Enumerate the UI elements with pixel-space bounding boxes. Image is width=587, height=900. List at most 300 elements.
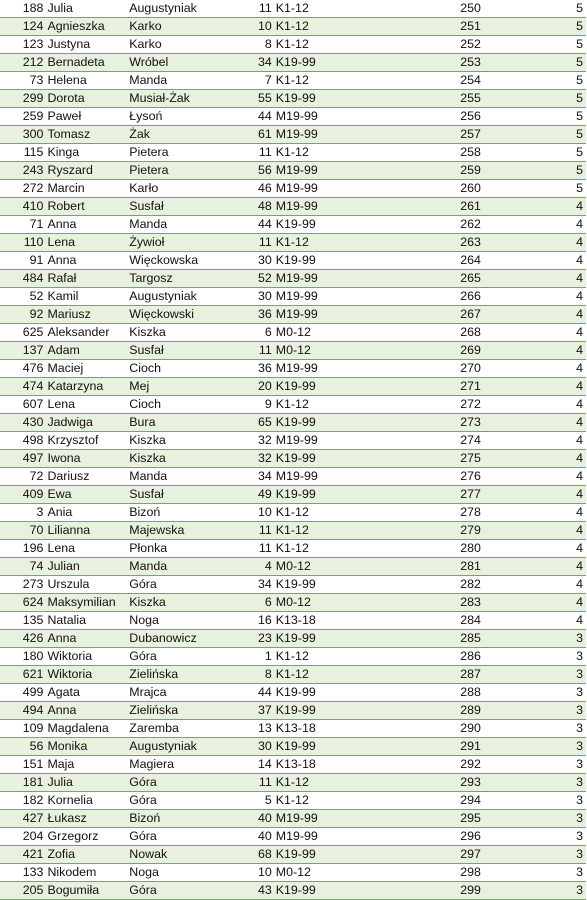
place-cell: 291 bbox=[457, 738, 483, 756]
last-name-cell: Karko bbox=[127, 18, 218, 36]
table-row bbox=[0, 36, 586, 54]
category-cell: K1-12 bbox=[274, 0, 457, 18]
points-cell: 3 bbox=[483, 630, 586, 648]
age-cell: 1 bbox=[218, 648, 274, 666]
points-cell: 3 bbox=[483, 720, 586, 738]
place-cell: 285 bbox=[457, 630, 483, 648]
place-cell: 251 bbox=[457, 18, 483, 36]
age-cell: 7 bbox=[218, 72, 274, 90]
last-name-cell: Góra bbox=[127, 828, 218, 846]
first-name-cell: Agnieszka bbox=[45, 18, 127, 36]
table-row bbox=[0, 288, 586, 306]
points-cell: 4 bbox=[483, 216, 586, 234]
last-name-cell: Kiszka bbox=[127, 450, 218, 468]
points-cell: 3 bbox=[483, 774, 586, 792]
age-cell: 37 bbox=[218, 702, 274, 720]
first-name-cell: Nikodem bbox=[45, 864, 127, 882]
first-name-cell: Katarzyna bbox=[45, 378, 127, 396]
category-cell: M19-99 bbox=[274, 360, 457, 378]
place-cell: 259 bbox=[457, 162, 483, 180]
category-cell: M0-12 bbox=[274, 324, 457, 342]
category-cell: K19-99 bbox=[274, 54, 457, 72]
table-row bbox=[0, 522, 586, 540]
last-name-cell: Musiał-Żak bbox=[127, 90, 218, 108]
category-cell: K1-12 bbox=[274, 666, 457, 684]
table-row bbox=[0, 810, 586, 828]
points-cell: 3 bbox=[483, 828, 586, 846]
table-row bbox=[0, 378, 586, 396]
age-cell: 8 bbox=[218, 666, 274, 684]
last-name-cell: Majewska bbox=[127, 522, 218, 540]
first-name-cell: Lena bbox=[45, 396, 127, 414]
first-name-cell: Zofia bbox=[45, 846, 127, 864]
category-cell: M19-99 bbox=[274, 198, 457, 216]
category-cell: K1-12 bbox=[274, 792, 457, 810]
category-cell: K1-12 bbox=[274, 72, 457, 90]
table-row bbox=[0, 90, 586, 108]
category-cell: K19-99 bbox=[274, 216, 457, 234]
table-row bbox=[0, 450, 586, 468]
first-name-cell: Adam bbox=[45, 342, 127, 360]
place-cell: 254 bbox=[457, 72, 483, 90]
category-cell: M19-99 bbox=[274, 270, 457, 288]
table-row bbox=[0, 396, 586, 414]
table-row bbox=[0, 18, 586, 36]
place-cell: 276 bbox=[457, 468, 483, 486]
last-name-cell: Kiszka bbox=[127, 324, 218, 342]
points-cell: 3 bbox=[483, 738, 586, 756]
category-cell: M0-12 bbox=[274, 342, 457, 360]
age-cell: 34 bbox=[218, 468, 274, 486]
participant-id-cell: 205 bbox=[0, 882, 45, 900]
place-cell: 284 bbox=[457, 612, 483, 630]
place-cell: 275 bbox=[457, 450, 483, 468]
first-name-cell: Bernadeta bbox=[45, 54, 127, 72]
age-cell: 56 bbox=[218, 162, 274, 180]
participant-id-cell: 196 bbox=[0, 540, 45, 558]
table-row bbox=[0, 234, 586, 252]
first-name-cell: Lilianna bbox=[45, 522, 127, 540]
category-cell: K19-99 bbox=[274, 576, 457, 594]
last-name-cell: Dubanowicz bbox=[127, 630, 218, 648]
participant-id-cell: 52 bbox=[0, 288, 45, 306]
table-row bbox=[0, 0, 586, 18]
category-cell: M19-99 bbox=[274, 126, 457, 144]
last-name-cell: Noga bbox=[127, 612, 218, 630]
category-cell: K1-12 bbox=[274, 36, 457, 54]
points-cell: 4 bbox=[483, 450, 586, 468]
place-cell: 258 bbox=[457, 144, 483, 162]
table-row bbox=[0, 558, 586, 576]
place-cell: 286 bbox=[457, 648, 483, 666]
age-cell: 11 bbox=[218, 0, 274, 18]
age-cell: 34 bbox=[218, 576, 274, 594]
age-cell: 36 bbox=[218, 360, 274, 378]
table-row bbox=[0, 576, 586, 594]
place-cell: 293 bbox=[457, 774, 483, 792]
points-cell: 5 bbox=[483, 36, 586, 54]
points-cell: 4 bbox=[483, 522, 586, 540]
first-name-cell: Robert bbox=[45, 198, 127, 216]
participant-id-cell: 474 bbox=[0, 378, 45, 396]
first-name-cell: Kinga bbox=[45, 144, 127, 162]
age-cell: 34 bbox=[218, 54, 274, 72]
age-cell: 16 bbox=[218, 612, 274, 630]
points-cell: 5 bbox=[483, 18, 586, 36]
place-cell: 288 bbox=[457, 684, 483, 702]
points-cell: 4 bbox=[483, 360, 586, 378]
age-cell: 23 bbox=[218, 630, 274, 648]
points-cell: 4 bbox=[483, 414, 586, 432]
first-name-cell: Rafał bbox=[45, 270, 127, 288]
first-name-cell: Grzegorz bbox=[45, 828, 127, 846]
place-cell: 262 bbox=[457, 216, 483, 234]
first-name-cell: Jadwiga bbox=[45, 414, 127, 432]
place-cell: 298 bbox=[457, 864, 483, 882]
participant-id-cell: 625 bbox=[0, 324, 45, 342]
participant-id-cell: 409 bbox=[0, 486, 45, 504]
last-name-cell: Góra bbox=[127, 774, 218, 792]
place-cell: 274 bbox=[457, 432, 483, 450]
place-cell: 271 bbox=[457, 378, 483, 396]
table-row bbox=[0, 414, 586, 432]
points-cell: 5 bbox=[483, 144, 586, 162]
place-cell: 294 bbox=[457, 792, 483, 810]
category-cell: K1-12 bbox=[274, 234, 457, 252]
table-row bbox=[0, 72, 586, 90]
age-cell: 61 bbox=[218, 126, 274, 144]
first-name-cell: Wiktoria bbox=[45, 666, 127, 684]
table-row bbox=[0, 504, 586, 522]
table-row bbox=[0, 270, 586, 288]
points-cell: 4 bbox=[483, 378, 586, 396]
table-row bbox=[0, 486, 586, 504]
place-cell: 289 bbox=[457, 702, 483, 720]
age-cell: 13 bbox=[218, 720, 274, 738]
table-row bbox=[0, 594, 586, 612]
points-cell: 5 bbox=[483, 126, 586, 144]
points-cell: 4 bbox=[483, 504, 586, 522]
category-cell: K1-12 bbox=[274, 396, 457, 414]
participant-id-cell: 484 bbox=[0, 270, 45, 288]
participant-id-cell: 204 bbox=[0, 828, 45, 846]
participant-id-cell: 123 bbox=[0, 36, 45, 54]
table-row bbox=[0, 720, 586, 738]
place-cell: 256 bbox=[457, 108, 483, 126]
participant-id-cell: 421 bbox=[0, 846, 45, 864]
age-cell: 11 bbox=[218, 522, 274, 540]
category-cell: K19-99 bbox=[274, 846, 457, 864]
last-name-cell: Manda bbox=[127, 558, 218, 576]
first-name-cell: Kamil bbox=[45, 288, 127, 306]
category-cell: M0-12 bbox=[274, 864, 457, 882]
first-name-cell: Urszula bbox=[45, 576, 127, 594]
place-cell: 267 bbox=[457, 306, 483, 324]
last-name-cell: Płonka bbox=[127, 540, 218, 558]
category-cell: M19-99 bbox=[274, 468, 457, 486]
first-name-cell: Anna bbox=[45, 216, 127, 234]
place-cell: 292 bbox=[457, 756, 483, 774]
participant-id-cell: 181 bbox=[0, 774, 45, 792]
participant-id-cell: 499 bbox=[0, 684, 45, 702]
age-cell: 44 bbox=[218, 108, 274, 126]
participant-id-cell: 91 bbox=[0, 252, 45, 270]
first-name-cell: Julia bbox=[45, 774, 127, 792]
first-name-cell: Magdalena bbox=[45, 720, 127, 738]
participant-id-cell: 243 bbox=[0, 162, 45, 180]
table-row bbox=[0, 144, 586, 162]
age-cell: 30 bbox=[218, 738, 274, 756]
place-cell: 266 bbox=[457, 288, 483, 306]
points-cell: 4 bbox=[483, 594, 586, 612]
category-cell: M0-12 bbox=[274, 594, 457, 612]
participant-id-cell: 300 bbox=[0, 126, 45, 144]
points-cell: 5 bbox=[483, 108, 586, 126]
participant-id-cell: 115 bbox=[0, 144, 45, 162]
first-name-cell: Iwona bbox=[45, 450, 127, 468]
category-cell: K19-99 bbox=[274, 684, 457, 702]
first-name-cell: Lena bbox=[45, 540, 127, 558]
last-name-cell: Pietera bbox=[127, 162, 218, 180]
last-name-cell: Bura bbox=[127, 414, 218, 432]
last-name-cell: Góra bbox=[127, 576, 218, 594]
points-cell: 4 bbox=[483, 342, 586, 360]
first-name-cell: Ania bbox=[45, 504, 127, 522]
age-cell: 10 bbox=[218, 18, 274, 36]
age-cell: 4 bbox=[218, 558, 274, 576]
age-cell: 10 bbox=[218, 504, 274, 522]
participant-id-cell: 70 bbox=[0, 522, 45, 540]
participant-id-cell: 73 bbox=[0, 72, 45, 90]
points-cell: 4 bbox=[483, 252, 586, 270]
first-name-cell: Maja bbox=[45, 756, 127, 774]
participant-id-cell: 299 bbox=[0, 90, 45, 108]
age-cell: 11 bbox=[218, 342, 274, 360]
participant-id-cell: 92 bbox=[0, 306, 45, 324]
participant-id-cell: 188 bbox=[0, 0, 45, 18]
participant-id-cell: 410 bbox=[0, 198, 45, 216]
participant-id-cell: 430 bbox=[0, 414, 45, 432]
participant-id-cell: 124 bbox=[0, 18, 45, 36]
place-cell: 255 bbox=[457, 90, 483, 108]
first-name-cell: Helena bbox=[45, 72, 127, 90]
last-name-cell: Żak bbox=[127, 126, 218, 144]
category-cell: K19-99 bbox=[274, 486, 457, 504]
last-name-cell: Targosz bbox=[127, 270, 218, 288]
age-cell: 49 bbox=[218, 486, 274, 504]
age-cell: 6 bbox=[218, 324, 274, 342]
points-cell: 3 bbox=[483, 846, 586, 864]
category-cell: K1-12 bbox=[274, 504, 457, 522]
age-cell: 20 bbox=[218, 378, 274, 396]
last-name-cell: Susfał bbox=[127, 198, 218, 216]
place-cell: 277 bbox=[457, 486, 483, 504]
table-row bbox=[0, 54, 586, 72]
age-cell: 32 bbox=[218, 450, 274, 468]
first-name-cell: Dorota bbox=[45, 90, 127, 108]
points-cell: 4 bbox=[483, 270, 586, 288]
points-cell: 4 bbox=[483, 198, 586, 216]
last-name-cell: Nowak bbox=[127, 846, 218, 864]
category-cell: K19-99 bbox=[274, 630, 457, 648]
points-cell: 5 bbox=[483, 72, 586, 90]
category-cell: M19-99 bbox=[274, 162, 457, 180]
first-name-cell: Marcin bbox=[45, 180, 127, 198]
last-name-cell: Góra bbox=[127, 792, 218, 810]
age-cell: 46 bbox=[218, 180, 274, 198]
first-name-cell: Tomasz bbox=[45, 126, 127, 144]
category-cell: K19-99 bbox=[274, 738, 457, 756]
points-cell: 4 bbox=[483, 432, 586, 450]
first-name-cell: Wiktoria bbox=[45, 648, 127, 666]
first-name-cell: Monika bbox=[45, 738, 127, 756]
points-cell: 3 bbox=[483, 666, 586, 684]
first-name-cell: Ewa bbox=[45, 486, 127, 504]
points-cell: 4 bbox=[483, 486, 586, 504]
table-row bbox=[0, 252, 586, 270]
participant-id-cell: 273 bbox=[0, 576, 45, 594]
table-row bbox=[0, 360, 586, 378]
first-name-cell: Anna bbox=[45, 252, 127, 270]
category-cell: M19-99 bbox=[274, 432, 457, 450]
category-cell: M19-99 bbox=[274, 288, 457, 306]
first-name-cell: Agata bbox=[45, 684, 127, 702]
category-cell: M19-99 bbox=[274, 180, 457, 198]
table-row bbox=[0, 864, 586, 882]
place-cell: 296 bbox=[457, 828, 483, 846]
participant-id-cell: 135 bbox=[0, 612, 45, 630]
place-cell: 287 bbox=[457, 666, 483, 684]
last-name-cell: Karło bbox=[127, 180, 218, 198]
last-name-cell: Susfał bbox=[127, 486, 218, 504]
place-cell: 283 bbox=[457, 594, 483, 612]
points-cell: 4 bbox=[483, 612, 586, 630]
table-row bbox=[0, 612, 586, 630]
participant-id-cell: 151 bbox=[0, 756, 45, 774]
table-row bbox=[0, 828, 586, 846]
category-cell: M0-12 bbox=[274, 558, 457, 576]
age-cell: 30 bbox=[218, 252, 274, 270]
last-name-cell: Więckowska bbox=[127, 252, 218, 270]
category-cell: M19-99 bbox=[274, 108, 457, 126]
place-cell: 263 bbox=[457, 234, 483, 252]
points-cell: 3 bbox=[483, 864, 586, 882]
table-row bbox=[0, 216, 586, 234]
points-cell: 3 bbox=[483, 648, 586, 666]
last-name-cell: Mrajca bbox=[127, 684, 218, 702]
first-name-cell: Natalia bbox=[45, 612, 127, 630]
place-cell: 257 bbox=[457, 126, 483, 144]
points-cell: 5 bbox=[483, 90, 586, 108]
first-name-cell: Aleksander bbox=[45, 324, 127, 342]
age-cell: 43 bbox=[218, 882, 274, 900]
first-name-cell: Ryszard bbox=[45, 162, 127, 180]
first-name-cell: Maksymilian bbox=[45, 594, 127, 612]
participant-id-cell: 109 bbox=[0, 720, 45, 738]
last-name-cell: Więckowski bbox=[127, 306, 218, 324]
points-cell: 5 bbox=[483, 54, 586, 72]
place-cell: 281 bbox=[457, 558, 483, 576]
category-cell: K19-99 bbox=[274, 414, 457, 432]
place-cell: 278 bbox=[457, 504, 483, 522]
last-name-cell: Noga bbox=[127, 864, 218, 882]
table-row bbox=[0, 342, 586, 360]
place-cell: 279 bbox=[457, 522, 483, 540]
age-cell: 55 bbox=[218, 90, 274, 108]
participant-id-cell: 71 bbox=[0, 216, 45, 234]
last-name-cell: Mej bbox=[127, 378, 218, 396]
participant-id-cell: 137 bbox=[0, 342, 45, 360]
participant-id-cell: 180 bbox=[0, 648, 45, 666]
first-name-cell: Anna bbox=[45, 630, 127, 648]
points-cell: 4 bbox=[483, 576, 586, 594]
participant-id-cell: 72 bbox=[0, 468, 45, 486]
points-cell: 5 bbox=[483, 162, 586, 180]
place-cell: 253 bbox=[457, 54, 483, 72]
table-row bbox=[0, 792, 586, 810]
category-cell: K1-12 bbox=[274, 144, 457, 162]
table-row bbox=[0, 432, 586, 450]
points-cell: 4 bbox=[483, 540, 586, 558]
category-cell: K19-99 bbox=[274, 702, 457, 720]
last-name-cell: Zaremba bbox=[127, 720, 218, 738]
category-cell: K19-99 bbox=[274, 90, 457, 108]
last-name-cell: Góra bbox=[127, 648, 218, 666]
table-row bbox=[0, 684, 586, 702]
place-cell: 261 bbox=[457, 198, 483, 216]
participant-id-cell: 426 bbox=[0, 630, 45, 648]
last-name-cell: Cioch bbox=[127, 360, 218, 378]
last-name-cell: Kiszka bbox=[127, 594, 218, 612]
last-name-cell: Manda bbox=[127, 468, 218, 486]
points-cell: 5 bbox=[483, 0, 586, 18]
points-cell: 5 bbox=[483, 180, 586, 198]
age-cell: 9 bbox=[218, 396, 274, 414]
last-name-cell: Kiszka bbox=[127, 432, 218, 450]
table-row bbox=[0, 738, 586, 756]
category-cell: M19-99 bbox=[274, 306, 457, 324]
last-name-cell: Żywioł bbox=[127, 234, 218, 252]
place-cell: 265 bbox=[457, 270, 483, 288]
age-cell: 65 bbox=[218, 414, 274, 432]
last-name-cell: Manda bbox=[127, 72, 218, 90]
category-cell: K13-18 bbox=[274, 720, 457, 738]
place-cell: 280 bbox=[457, 540, 483, 558]
place-cell: 273 bbox=[457, 414, 483, 432]
age-cell: 11 bbox=[218, 540, 274, 558]
last-name-cell: Manda bbox=[127, 216, 218, 234]
participant-id-cell: 182 bbox=[0, 792, 45, 810]
table-row bbox=[0, 774, 586, 792]
first-name-cell: Łukasz bbox=[45, 810, 127, 828]
participant-id-cell: 272 bbox=[0, 180, 45, 198]
participant-id-cell: 56 bbox=[0, 738, 45, 756]
points-cell: 4 bbox=[483, 558, 586, 576]
first-name-cell: Justyna bbox=[45, 36, 127, 54]
category-cell: K19-99 bbox=[274, 252, 457, 270]
participant-id-cell: 494 bbox=[0, 702, 45, 720]
category-cell: K19-99 bbox=[274, 882, 457, 900]
table-row bbox=[0, 702, 586, 720]
first-name-cell: Anna bbox=[45, 702, 127, 720]
participant-id-cell: 476 bbox=[0, 360, 45, 378]
first-name-cell: Julian bbox=[45, 558, 127, 576]
table-row bbox=[0, 306, 586, 324]
age-cell: 11 bbox=[218, 774, 274, 792]
last-name-cell: Bizoń bbox=[127, 810, 218, 828]
points-cell: 3 bbox=[483, 882, 586, 900]
participant-id-cell: 133 bbox=[0, 864, 45, 882]
